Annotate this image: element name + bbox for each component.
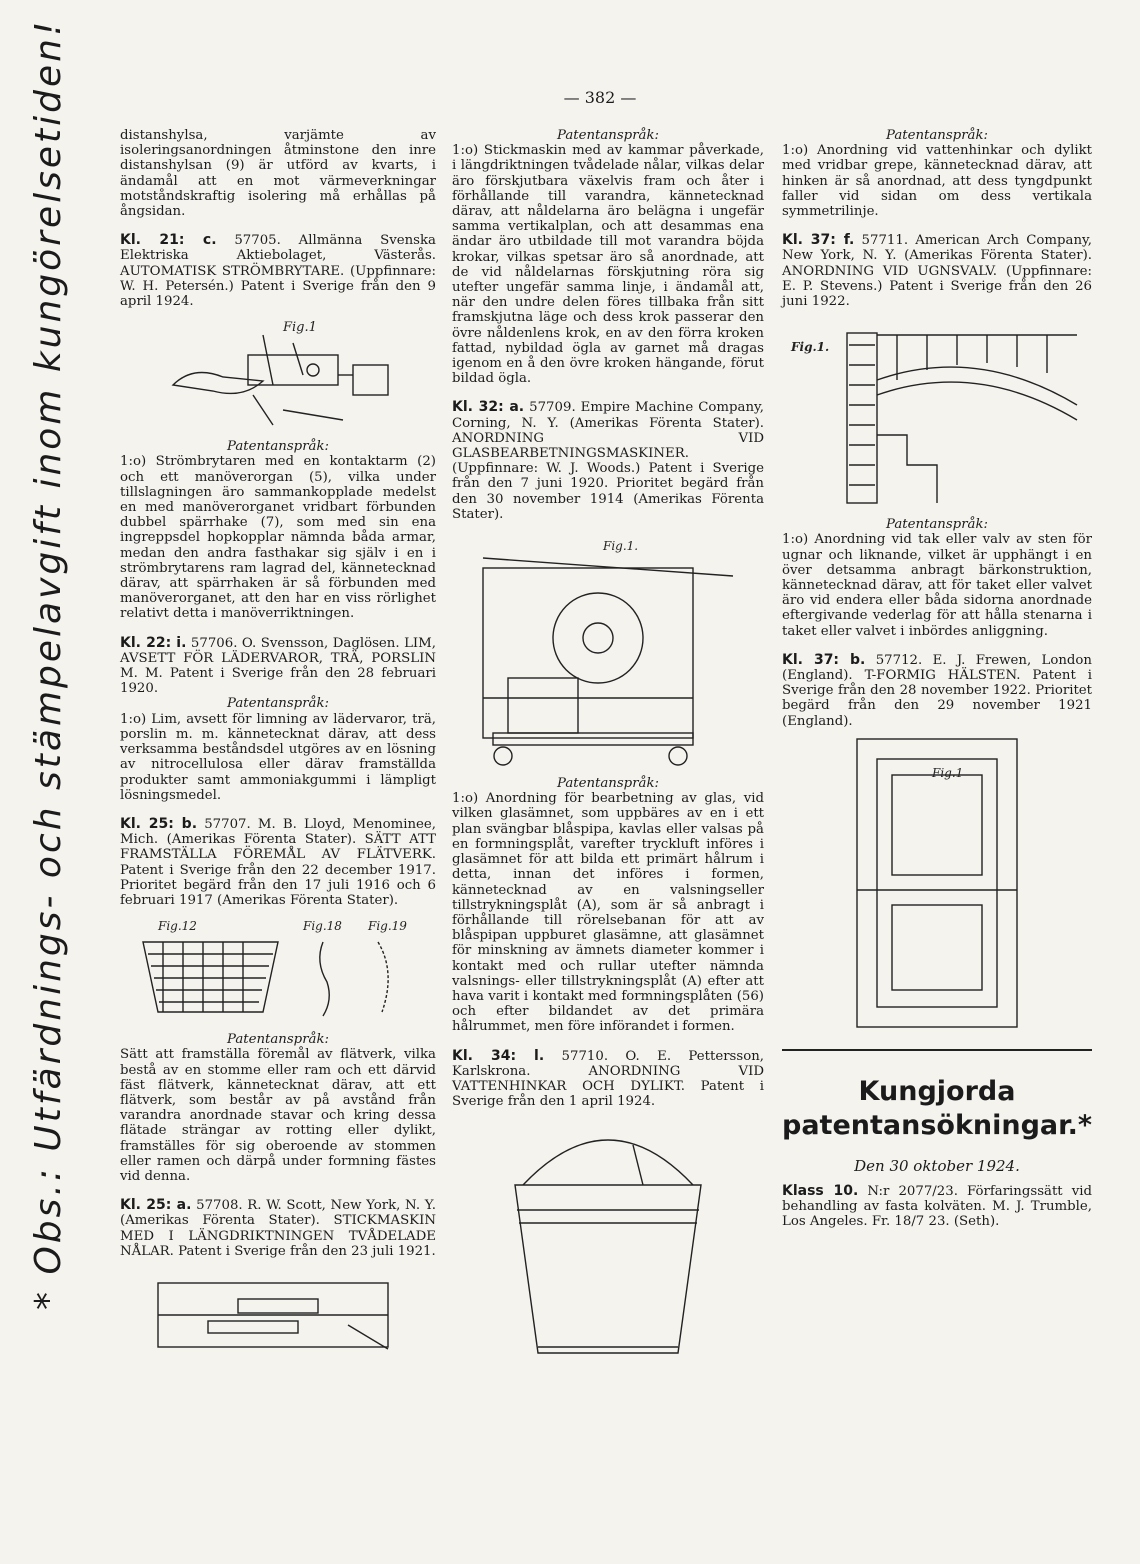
entry-head: Kl. 32: a. (452, 399, 525, 416)
entry-head: Kl. 25: b. (120, 815, 198, 832)
column-1 (120, 128, 436, 1367)
claim-text: 1:o) Anordning vid tak eller valv av sten för ugnar och liknande, vilket är upphängt i en över detsamma anbragt bärkonstruktion, kännetecknad därav, att för taket eller valvet äro vid endera eller båda sidorna anordnade eftergivande vederlag för att hålla stenarna i taket eller valvet i inbördes anliggning. (782, 532, 1092, 639)
claim-label: Patentanspråk: (226, 696, 330, 712)
claim-label: Patentanspråk: (226, 439, 330, 455)
claim-label: Patentanspråk: (226, 1032, 330, 1048)
claim-label: Patentanspråk: (885, 517, 989, 533)
claim-label: Patentanspråk: (556, 128, 660, 143)
svg-text:Fig.18: Fig.18 (303, 919, 342, 934)
entry-head: Kl. 21: c. (120, 232, 217, 249)
claim-text: 1:o) Anordning för bearbetning av glas, vid vilken glasämnet, som uppbäres av en i ett plan svängbar blåspipa, kavlas eller valsas på en formningsplåt, varefter tryckluft införes i glasämnet för att bilda ett primärt hålrum i detta, innan det införes i formen, kännetecknad av en valsningseller tillstrykningsplåt (A), som är så anbragt i förhållande till rörelsebanan för att av blåspipan uppburet glasämne, att glasämnet för minskning av ämnets diameter kommer i kontakt med och rullar utefter nämnda valsnings- eller tillstrykningsplåt (A) efter att hava varit i kontakt med formningsplåten (56) och efter bildandet av det primära hålrummet, men före införandet i formen. (452, 791, 764, 1035)
svg-text:Fig.12: Fig.12 (158, 919, 197, 934)
claim-label: Patentanspråk: (885, 128, 989, 143)
entry-57709: Kl. 32: a. 57709. Empire Machine Company, Corning, N. Y. (Amerikas Förenta Stater). ANORDNING VID GLASBEARBETNINGSMASKINER. (Uppfinnare: W. J. Woods.) Patent i Sverige från den 7 juni 1920. Prioritet begärd från den 30 november 1914 (Amerikas Förenta Stater). (452, 399, 764, 522)
svg-text:Fig.1: Fig.1 (932, 765, 964, 780)
basket-figure (128, 914, 428, 1026)
svg-text:Fig.1.: Fig.1. (603, 539, 639, 554)
claim-label: Patentanspråk: (556, 776, 660, 792)
column-3 (782, 128, 1092, 1230)
claim-text: 1:o) Strömbrytaren med en kontaktarm (2) och ett manöverorgan (5), vilka under tillslagningen äro sammankopplade medelst en med manöverorganet vridbart förbunden dubbel spärrhake (7), som med sin ena ingreppsdel hopkopplar nämnda båda armar, medan den andra fasthakar sig själv i en i strömbrytarens ram lagrad del, kännetecknad därav, att spärrhaken är så förbunden med manöverorganet, att den har en viss rörlighet relativt detta i manöverriktningen. (120, 454, 436, 622)
entry-57705: Kl. 21: c. 57705. Allmänna Svenska Elektriska Aktiebolaget, Västerås. AUTOMATISK STRÖMBRYTARE. (Uppfinnare: W. H. Petersén.) Patent i Sverige från den 9 april 1924. (120, 232, 436, 310)
claim-text: 1:o) Lim, avsett för limning av lädervaror, trä, porslin m. m. kännetecknat därav, att dess verksamma beståndsdel utgöres av en lösning av nitrocellulosa eller därav framställda produkter samt ammoniakgummi i lämpligt lösningsmedel. (120, 711, 436, 803)
section-rule (782, 1049, 1092, 1051)
svg-text:Fig.19: Fig.19 (368, 919, 407, 934)
entry-2077-23: Klass 10. N:r 2077/23. Förfaringssätt vid behandling av fasta kolväten. M. J. Trumble, Los Angeles. Fr. 18/7 23. (Seth). (782, 1183, 1092, 1230)
entry-head: Kl. 37: f. (782, 232, 855, 249)
entry-57706: Kl. 22: i. 57706. O. Svensson, Daglösen. LIM, AVSETT FÖR LÄDERVAROR, TRÄ, PORSLIN M. M. Patent i Sverige från den 28 februari 1920. (120, 634, 436, 697)
entry-57707: Kl. 25: b. 57707. M. B. Lloyd, Menominee, Mich. (Amerikas Förenta Stater). SÄTT ATT FRAMSTÄLLA FÖREMÅL AV FLÄTVERK. Patent i Sverige från den 22 december 1917. Prioritet begärd från den 17 juli 1916 och 6 februari 1917 (Amerikas Förenta Stater). (120, 815, 436, 908)
furnace-arch-figure (787, 315, 1087, 511)
entry-head: Klass 10. (782, 1183, 859, 1200)
section-heading: Kungjorda patentansökningar.* (782, 1075, 1092, 1141)
column-2 (452, 128, 764, 1371)
glass-machine-figure (463, 528, 753, 770)
entry-57712: Kl. 37: b. 57712. E. J. Frewen, London (England). T-FORMIG HÄLSTEN. Patent i Sverige från den 28 november 1922. Prioritet begärd från den 29 november 1921 (England). (782, 651, 1092, 729)
entry-head: Kl. 22: i. (120, 634, 187, 651)
section-date: Den 30 oktober 1924. (854, 1156, 1020, 1175)
switch-figure (153, 315, 403, 433)
claim-text: 1:o) Stickmaskin med av kammar påverkade, i längdriktningen tvådelade nålar, vilkas delar äro förskjutbara växelvis fram och åter i förhållande till varandra, kännetecknad därav, att nåldelarna äro belägna i ungefär samma vertikalplan, och att desammas ena ändar äro utbildade till mot varandra böjda krokar, vilkas spetsar äro så anordnade, att de vid nåldelarnas förskjutning röra sig utefter ungefär samma linje, i ändamål att, när den undre delen föres tillbaka från sitt framskjutna läge och dess krok passerar den övre nåldenlens krok, en av den förra kroken fattad, nybildad ögla av garnet må dragas igenom en å den övre kroken hängande, förut bildad ögla. (452, 143, 764, 387)
entry-57711: Kl. 37: f. 57711. American Arch Company, New York, N. Y. (Amerikas Förenta Stater). ANORDNING VID UGNSVALV. (Uppfinnare: E. P. Stevens.) Patent i Sverige från den 26 juni 1922. (782, 232, 1092, 310)
bucket-figure (493, 1115, 723, 1365)
brick-figure (837, 735, 1037, 1031)
needle-figure (148, 1265, 408, 1361)
entry-head: Kl. 37: b. (782, 651, 866, 668)
entry-head: Kl. 25: a. (120, 1197, 192, 1214)
entry-57708: Kl. 25: a. 57708. R. W. Scott, New York, N. Y. (Amerikas Förenta Stater). STICKMASKIN MED I LÄNGDRIKTNINGEN TVÅDELADE NÅLAR. Patent i Sverige från den 23 juli 1921. (120, 1197, 436, 1259)
intro-text: distanshylsa, varjämte av isoleringsanordningen åtminstone den inre distanshylsan (9) är utförd av kvarts, i ändamål att en mot värmeverkningar motståndskraftig isolering må erhållas på ångsidan. (120, 128, 436, 220)
entry-57710: Kl. 34: l. 57710. O. E. Pettersson, Karlskrona. ANORDNING VID VATTENHINKAR OCH DYLIKT. Patent i Sverige från den 1 april 1924. (452, 1047, 764, 1110)
svg-text:Fig.1.: Fig.1. (791, 340, 830, 355)
svg-text:Fig.1: Fig.1 (283, 320, 317, 336)
page-number: — 382 — (563, 88, 637, 107)
claim-text: Sätt att framställa föremål av flätverk, vilka bestå av en stomme eller ram och ett därvid fäst flätverk, kännetecknat därav, att ett flätverk, som består av på avstånd från varandra anordnade stavar och kring dessa flätade strängar av rotting eller dylikt, framställes för sig oberoende av stommen eller ramen och därpå under formning fästes vid denna. (120, 1047, 436, 1184)
claim-text: 1:o) Anordning vid vattenhinkar och dylikt med vridbar grepe, kännetecknad därav, att hinken är så anordnad, att dess tyngdpunkt faller vid sidan om dess vertikala symmetrilinje. (782, 143, 1092, 220)
side-note: * Obs.: Utfärdnings- och stämpelavgift inom kungörelsetiden! (28, 18, 69, 1310)
entry-head: Kl. 34: l. (452, 1047, 545, 1064)
